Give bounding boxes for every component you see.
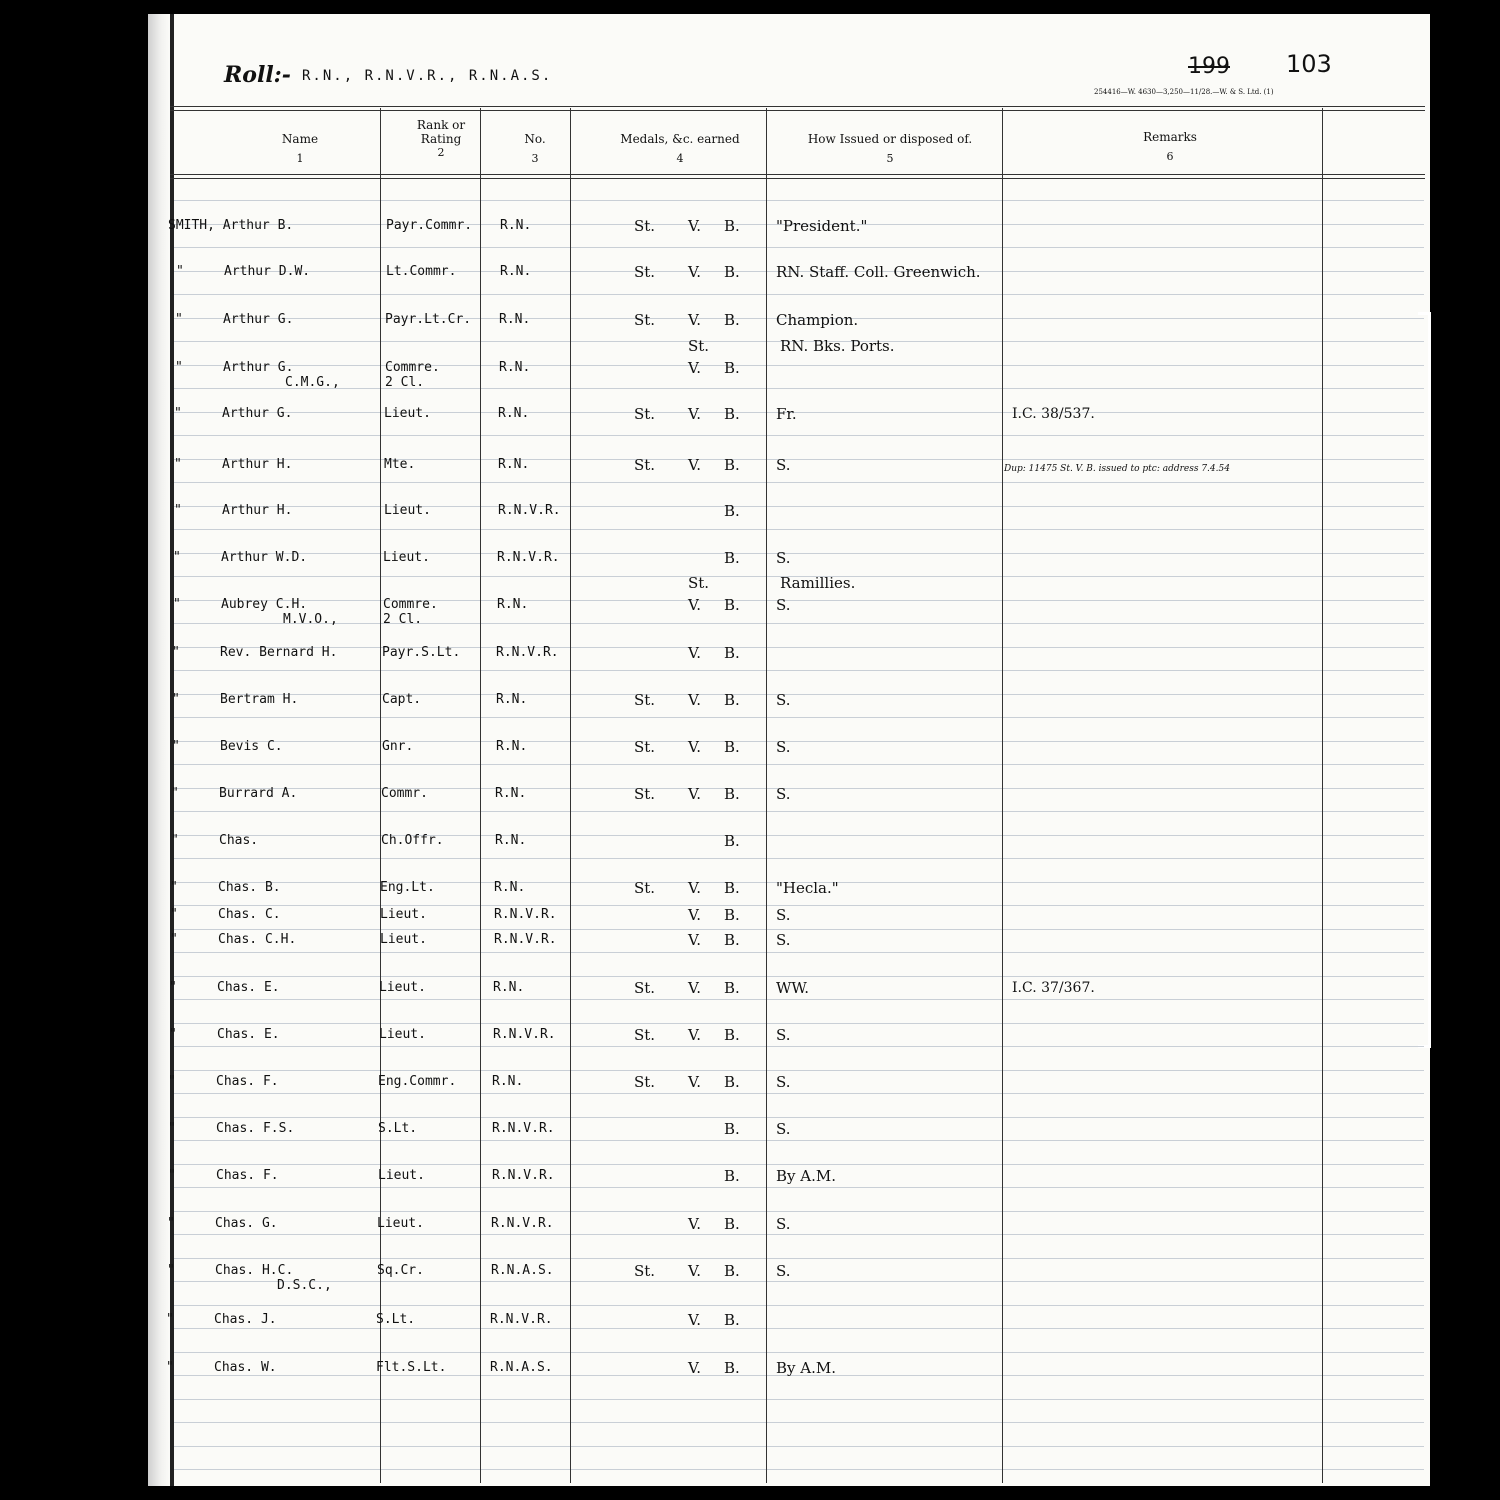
- star-medal: St.: [634, 1026, 656, 1044]
- british-medal: B.: [724, 1026, 740, 1044]
- rank-rating: Lieut.: [379, 980, 426, 995]
- service-number: R.N.V.R.: [494, 907, 557, 922]
- person-name: Chas. W.: [214, 1360, 277, 1375]
- how-issued: "Hecla.": [776, 879, 839, 897]
- person-name: Bevis C.: [220, 739, 283, 754]
- rank-rating: Lieut.: [378, 1168, 425, 1183]
- column-header-rank: Rank or Rating 2: [416, 118, 466, 159]
- victory-medal: V.: [688, 691, 701, 709]
- person-name: Chas. J.: [214, 1312, 277, 1327]
- rank-rating: Lieut.: [383, 550, 430, 565]
- ditto-mark: ": [175, 360, 183, 375]
- ruled-line: [174, 670, 1424, 671]
- star-medal: St.: [634, 785, 656, 803]
- star-medal: St.: [634, 311, 656, 329]
- victory-medal: V.: [688, 1026, 701, 1044]
- ditto-mark: ": [169, 1027, 177, 1042]
- ruled-line: [174, 1352, 1424, 1353]
- ruled-line: [174, 764, 1424, 765]
- person-name: Arthur W.D.: [221, 550, 308, 565]
- ditto-mark: ": [167, 1216, 175, 1231]
- star-medal: St.: [634, 456, 656, 474]
- rank-class: 2 Cl.: [385, 375, 425, 390]
- rank-rating: Commre.: [383, 597, 438, 612]
- how-issued: S.: [776, 931, 791, 949]
- ruled-line: [174, 1258, 1424, 1259]
- ruled-line: [174, 999, 1424, 1000]
- ruled-line: [174, 1070, 1424, 1071]
- how-issued-note: RN. Bks. Ports.: [780, 337, 895, 355]
- column-header-number: No. 3: [524, 132, 546, 165]
- rank-rating: Mte.: [384, 457, 416, 472]
- victory-medal: V.: [688, 879, 701, 897]
- star-medal: St.: [634, 691, 656, 709]
- ruled-line: [174, 1469, 1424, 1470]
- person-name: Rev. Bernard H.: [220, 645, 338, 660]
- victory-medal: V.: [688, 217, 701, 235]
- victory-medal: V.: [688, 263, 701, 281]
- ruled-line: [174, 482, 1424, 483]
- ditto-mark: ": [176, 264, 184, 279]
- remark: I.C. 38/537.: [1012, 406, 1095, 422]
- ruled-line: [174, 647, 1424, 648]
- how-issued: By A.M.: [776, 1359, 836, 1377]
- ruled-line: [174, 623, 1424, 624]
- ruled-line: [174, 835, 1424, 836]
- service-number: R.N.V.R.: [492, 1121, 555, 1136]
- column-divider: [766, 108, 767, 1483]
- service-number: R.N.A.S.: [490, 1360, 553, 1375]
- british-medal: B.: [724, 405, 740, 423]
- person-honours: D.S.C.,: [277, 1278, 332, 1293]
- ditto-mark: ": [172, 739, 180, 754]
- column-divider: [570, 108, 571, 1483]
- british-medal: B.: [724, 1120, 740, 1138]
- british-medal: B.: [724, 1215, 740, 1233]
- how-issued: S.: [776, 691, 791, 709]
- service-number: R.N.: [495, 786, 527, 801]
- service-number: R.N.V.R.: [492, 1168, 555, 1183]
- ditto-mark: ": [173, 550, 181, 565]
- victory-medal: V.: [688, 931, 701, 949]
- service-number: R.N.: [498, 457, 530, 472]
- victory-medal: V.: [688, 1262, 701, 1280]
- victory-medal: V.: [688, 405, 701, 423]
- service-number: R.N.: [498, 406, 530, 421]
- person-name: Chas. G.: [215, 1216, 278, 1231]
- british-medal: B.: [724, 1073, 740, 1091]
- person-name: Chas. C.: [218, 907, 281, 922]
- ruled-line: [174, 788, 1424, 789]
- rank-rating: Ch.Offr.: [381, 833, 444, 848]
- service-number: R.N.A.S.: [491, 1263, 554, 1278]
- ruled-line: [174, 1046, 1424, 1047]
- person-name: Chas. F.: [216, 1168, 279, 1183]
- ruled-line: [174, 600, 1424, 601]
- header-bottom-rule: [170, 174, 1425, 175]
- service-number: R.N.: [500, 264, 532, 279]
- rank-rating: Lieut.: [379, 1027, 426, 1042]
- star-medal: St.: [634, 738, 656, 756]
- ruled-line: [174, 506, 1424, 507]
- ruled-line: [174, 1234, 1424, 1235]
- person-name: Bertram H.: [220, 692, 299, 707]
- british-medal: B.: [724, 785, 740, 803]
- rank-rating: S.Lt.: [376, 1312, 416, 1327]
- service-number: R.N.: [499, 360, 531, 375]
- victory-medal: V.: [688, 1073, 701, 1091]
- rank-rating: Eng.Lt.: [380, 880, 435, 895]
- rank-rating: Commre.: [385, 360, 440, 375]
- page-edge-mark: [1418, 312, 1431, 1048]
- ruled-line: [174, 529, 1424, 530]
- how-issued: S.: [776, 738, 791, 756]
- british-medal: B.: [724, 263, 740, 281]
- person-honours: M.V.O.,: [283, 612, 338, 627]
- person-name: Burrard A.: [219, 786, 298, 801]
- ditto-mark: ": [171, 786, 179, 801]
- roll-title: Roll:-: [224, 62, 291, 88]
- star-medal: St.: [634, 1262, 656, 1280]
- star-medal-note: St.: [688, 574, 710, 592]
- british-medal: B.: [724, 1262, 740, 1280]
- person-name: Arthur G.: [223, 312, 294, 327]
- column-header-remarks: Remarks 6: [1143, 130, 1197, 163]
- person-honours: C.M.G.,: [285, 375, 340, 390]
- how-issued: S.: [776, 596, 791, 614]
- rank-class: 2 Cl.: [383, 612, 423, 627]
- person-name: Arthur G.: [223, 360, 294, 375]
- how-issued: Champion.: [776, 311, 859, 329]
- person-name: Chas. H.C.: [215, 1263, 294, 1278]
- ditto-mark: ": [168, 1168, 176, 1183]
- how-issued: S.: [776, 549, 791, 567]
- column-divider: [1322, 108, 1323, 1483]
- ruled-line: [174, 200, 1424, 201]
- ruled-line: [174, 694, 1424, 695]
- ditto-mark: ": [166, 1312, 174, 1327]
- ruled-line: [174, 811, 1424, 812]
- rank-rating: Lieut.: [380, 932, 427, 947]
- how-issued: By A.M.: [776, 1167, 836, 1185]
- service-number: R.N.: [496, 739, 528, 754]
- star-medal: St.: [634, 1073, 656, 1091]
- column-header-medals: Medals, &c. earned 4: [620, 132, 740, 165]
- ruled-line: [174, 412, 1424, 413]
- ruled-line: [174, 388, 1424, 389]
- ruled-line: [174, 294, 1424, 295]
- victory-medal: V.: [688, 906, 701, 924]
- remark: Dup: 11475 St. V. B. issued to ptc: address 7.4.54: [1004, 464, 1230, 474]
- ruled-line: [174, 976, 1424, 977]
- victory-medal: V.: [688, 359, 701, 377]
- ditto-mark: ": [168, 1121, 176, 1136]
- rank-rating: Flt.S.Lt.: [376, 1360, 447, 1375]
- person-name: Arthur H.: [222, 503, 293, 518]
- service-number: R.N.: [497, 597, 529, 612]
- ditto-mark: ": [166, 1360, 174, 1375]
- ruled-line: [174, 1446, 1424, 1447]
- how-issued: Fr.: [776, 405, 797, 423]
- service-number: R.N.V.R.: [493, 1027, 556, 1042]
- column-header-how-issued: How Issued or disposed of. 5: [807, 132, 973, 165]
- ruled-line: [174, 1187, 1424, 1188]
- rank-rating: Sq.Cr.: [377, 1263, 424, 1278]
- victory-medal: V.: [688, 456, 701, 474]
- person-name: Aubrey C.H.: [221, 597, 308, 612]
- british-medal: B.: [724, 359, 740, 377]
- how-issued: S.: [776, 456, 791, 474]
- star-medal-note: St.: [688, 337, 710, 355]
- service-number: R.N.V.R.: [491, 1216, 554, 1231]
- old-page-number: 199: [1188, 54, 1230, 79]
- ruled-line: [174, 1211, 1424, 1212]
- ruled-line: [174, 247, 1424, 248]
- british-medal: B.: [724, 691, 740, 709]
- british-medal: B.: [724, 456, 740, 474]
- rank-rating: Capt.: [382, 692, 422, 707]
- ruled-line: [174, 741, 1424, 742]
- british-medal: B.: [724, 1167, 740, 1185]
- ditto-mark: ": [167, 1263, 175, 1278]
- service-number: R.N.: [493, 980, 525, 995]
- victory-medal: V.: [688, 596, 701, 614]
- page-number: 103: [1286, 50, 1332, 78]
- rank-rating: Lieut.: [384, 503, 431, 518]
- british-medal: B.: [724, 311, 740, 329]
- column-divider: [480, 108, 481, 1483]
- service-number: R.N.: [496, 692, 528, 707]
- person-name: Arthur G.: [222, 406, 293, 421]
- rank-rating: Lieut.: [377, 1216, 424, 1231]
- victory-medal: V.: [688, 738, 701, 756]
- victory-medal: V.: [688, 785, 701, 803]
- victory-medal: V.: [688, 1311, 701, 1329]
- how-issued: S.: [776, 1073, 791, 1091]
- person-name: Arthur D.W.: [224, 264, 311, 279]
- victory-medal: V.: [688, 1359, 701, 1377]
- ditto-mark: ": [170, 932, 178, 947]
- ditto-mark: ": [174, 503, 182, 518]
- ruled-line: [174, 1328, 1424, 1329]
- star-medal: St.: [634, 405, 656, 423]
- ruled-line: [174, 1117, 1424, 1118]
- ditto-mark: ": [173, 597, 181, 612]
- service-number: R.N.: [499, 312, 531, 327]
- ruled-line: [174, 1140, 1424, 1141]
- how-issued: S.: [776, 785, 791, 803]
- column-header-name: Name 1: [281, 132, 319, 165]
- person-name: Chas. C.H.: [218, 932, 297, 947]
- ditto-mark: ": [174, 457, 182, 472]
- header-bottom-rule-2: [170, 178, 1425, 179]
- victory-medal: V.: [688, 644, 701, 662]
- service-number: R.N.V.R.: [498, 503, 561, 518]
- ruled-line: [174, 1023, 1424, 1024]
- how-issued: "President.": [776, 217, 868, 235]
- person-name: Chas. E.: [217, 980, 280, 995]
- rank-rating: Commr.: [381, 786, 428, 801]
- victory-medal: V.: [688, 1215, 701, 1233]
- how-issued: S.: [776, 1215, 791, 1233]
- person-name: Chas. F.S.: [216, 1121, 295, 1136]
- ditto-mark: ": [170, 880, 178, 895]
- british-medal: B.: [724, 906, 740, 924]
- ruled-line: [174, 1422, 1424, 1423]
- british-medal: B.: [724, 217, 740, 235]
- how-issued: S.: [776, 1026, 791, 1044]
- british-medal: B.: [724, 931, 740, 949]
- star-medal: St.: [634, 263, 656, 281]
- ditto-mark: ": [171, 833, 179, 848]
- service-number: R.N.V.R.: [497, 550, 560, 565]
- british-medal: B.: [724, 644, 740, 662]
- service-number: R.N.: [494, 880, 526, 895]
- british-medal: B.: [724, 1311, 740, 1329]
- british-medal: B.: [724, 979, 740, 997]
- rank-rating: Payr.Lt.Cr.: [385, 312, 472, 327]
- rank-rating: Lieut.: [384, 406, 431, 421]
- how-issued-note: Ramillies.: [780, 574, 856, 592]
- rank-rating: Lieut.: [380, 907, 427, 922]
- person-name: Chas. B.: [218, 880, 281, 895]
- service-number: R.N.V.R.: [496, 645, 559, 660]
- british-medal: B.: [724, 596, 740, 614]
- ruled-line: [174, 365, 1424, 366]
- service-number: R.N.: [492, 1074, 524, 1089]
- printer-note: 254416—W. 4630—3,250—11/28.—W. & S. Ltd. (1): [1094, 88, 1274, 96]
- british-medal: B.: [724, 1359, 740, 1377]
- person-name: Chas.: [219, 833, 259, 848]
- british-medal: B.: [724, 738, 740, 756]
- ruled-line: [174, 459, 1424, 460]
- rank-rating: S.Lt.: [378, 1121, 418, 1136]
- ruled-line: [174, 1093, 1424, 1094]
- service-number: R.N.: [500, 218, 532, 233]
- header-top-rule: [170, 106, 1425, 107]
- header-top-rule-2: [170, 110, 1425, 111]
- ruled-line: [174, 929, 1424, 930]
- ditto-mark: ": [169, 980, 177, 995]
- rank-rating: Payr.Commr.: [386, 218, 473, 233]
- person-name: Arthur H.: [222, 457, 293, 472]
- how-issued: WW.: [776, 979, 809, 997]
- column-divider: [1002, 108, 1003, 1483]
- ditto-mark: ": [174, 406, 182, 421]
- victory-medal: V.: [688, 311, 701, 329]
- roll-types: R.N., R.N.V.R., R.N.A.S.: [302, 68, 553, 84]
- how-issued: S.: [776, 1262, 791, 1280]
- service-number: R.N.V.R.: [490, 1312, 553, 1327]
- ditto-mark: ": [175, 312, 183, 327]
- how-issued: RN. Staff. Coll. Greenwich.: [776, 263, 981, 281]
- ruled-line: [174, 858, 1424, 859]
- british-medal: B.: [724, 502, 740, 520]
- star-medal: St.: [634, 217, 656, 235]
- how-issued: S.: [776, 1120, 791, 1138]
- person-name: SMITH, Arthur B.: [168, 218, 294, 233]
- rank-rating: Payr.S.Lt.: [382, 645, 461, 660]
- ruled-line: [174, 905, 1424, 906]
- ruled-line: [174, 952, 1424, 953]
- how-issued: S.: [776, 906, 791, 924]
- ruled-line: [174, 717, 1424, 718]
- remark: I.C. 37/367.: [1012, 980, 1095, 996]
- star-medal: St.: [634, 879, 656, 897]
- british-medal: B.: [724, 879, 740, 897]
- service-number: R.N.: [495, 833, 527, 848]
- rank-rating: Eng.Commr.: [378, 1074, 457, 1089]
- ditto-mark: ": [168, 1074, 176, 1089]
- ruled-line: [174, 1164, 1424, 1165]
- ruled-line: [174, 1399, 1424, 1400]
- person-name: Chas. E.: [217, 1027, 280, 1042]
- ruled-line: [174, 1281, 1424, 1282]
- ditto-mark: ": [172, 645, 180, 660]
- british-medal: B.: [724, 549, 740, 567]
- rank-rating: Gnr.: [382, 739, 414, 754]
- ruled-line: [174, 1305, 1424, 1306]
- ditto-mark: ": [172, 692, 180, 707]
- victory-medal: V.: [688, 979, 701, 997]
- ruled-line: [174, 553, 1424, 554]
- person-name: Chas. F.: [216, 1074, 279, 1089]
- rank-rating: Lt.Commr.: [386, 264, 457, 279]
- star-medal: St.: [634, 979, 656, 997]
- ditto-mark: ": [170, 907, 178, 922]
- ruled-line: [174, 435, 1424, 436]
- service-number: R.N.V.R.: [494, 932, 557, 947]
- british-medal: B.: [724, 832, 740, 850]
